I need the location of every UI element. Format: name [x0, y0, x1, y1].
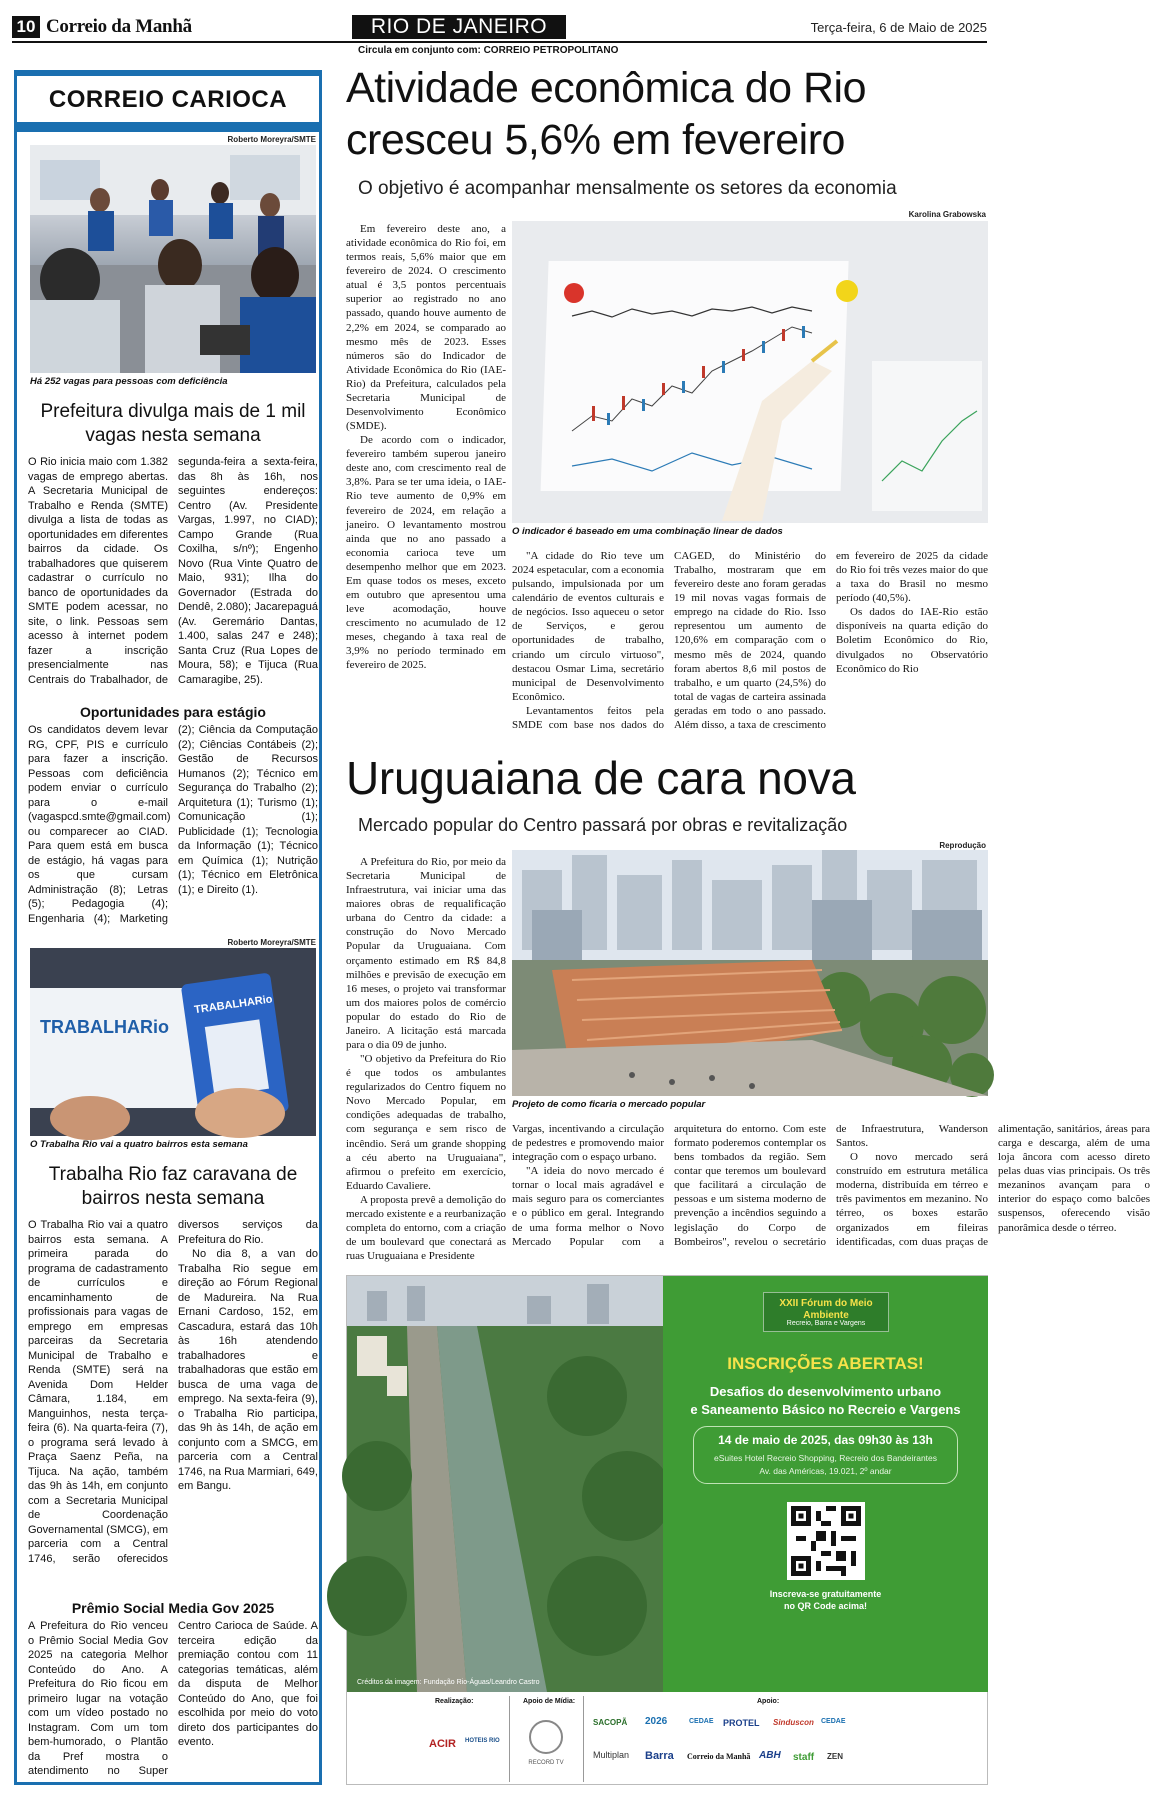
photo-credit: Roberto Moreyra/SMTE [227, 938, 316, 947]
article-paragraph: Vargas, incentivando a circulação de pedestres e promovendo maior integração com o espaço urbano. [512, 1123, 664, 1164]
story-body [28, 1619, 318, 1779]
section-label: RIO DE JANEIRO [352, 15, 566, 39]
article-paragraph: "A cidade do Rio teve um 2024 espetacular, com a economia pulsando, impulsionada por um calendário de eventos culturais e de negócios. Isso aqueceu o setor de Serviços, e gerou oportunidades de trabalho, criando um círculo virtuoso", destacou Osmar Lima, secretário municipal de Desenvolvimento Econômico. [512, 550, 664, 703]
sponsor-divider [583, 1696, 584, 1782]
sponsor-logo: staff [793, 1752, 815, 1763]
trabalha-rio-photo [30, 948, 316, 1136]
header-rule [12, 41, 987, 43]
qr-code[interactable] [787, 1502, 865, 1580]
ad-date: 14 de maio de 2025, das 09h30 às 13h [718, 1433, 933, 1447]
story-body [28, 1218, 318, 1590]
photo-caption: Projeto de como ficaria o mercado popular [512, 1099, 706, 1110]
photo-caption: O indicador é baseado em uma combinação linear de dados [512, 526, 783, 537]
ad-headline: INSCRIÇÕES ABERTAS! [727, 1354, 924, 1373]
article-body [346, 855, 506, 1263]
market-render-photo [512, 850, 988, 1096]
sponsor-logo: ABH [759, 1750, 781, 1761]
sponsor-logo: PROTEL [723, 1718, 760, 1728]
photo-credit: Reprodução [939, 841, 986, 850]
sponsor-logo: ZEN [827, 1752, 843, 1761]
sidebar-title: CORREIO CARIOCA [48, 86, 288, 113]
circulation-note: Circula em conjunto com: CORREIO PETROPOLITANO [358, 45, 619, 56]
ad-photo-credit: Créditos da imagem: Fundação Rio-Águas/Leandro Castro [357, 1679, 540, 1686]
story-headline: Prêmio Social Media Gov 2025 [71, 1600, 275, 1616]
event-logo-sub: Recreio, Barra e Vargens [786, 1320, 866, 1327]
story-paragraph: O Rio inicia maio com 1.382 vagas de emprego abertas. A Secretaria Municipal de Trabalho e Renda (SMTE) divulga a lista de todas as oportunidades em diferentes bairros da cidade. Os trabalhadores que quiserem cadastrar o currículo no banco de oportunidades da SMTE podem acessar, no site, o link. Pessoas sem acesso à internet podem fazer a inscrição presencialmente nas Centrais do Trabalhador, de segunda-feira a sexta-feira, das 8h às 16h, nos seguintes endereços: Centro (Av. Presidente Vargas, 1.997, no CIAD); Campo Grande (Rua Coxilha, s/nº); Engenho Novo (Rua Vinte Quatro de Maio, 931); Ilha do Governador (Estrada do Dendê, 2.080); Jacarepaguá (Av. Geremário Dantas, 1.400, salas 247 e 248); Santa Cruz (Rua Lopes de Moura, 58); e Tijuca (Rua Camaragibe, 25). [28, 456, 318, 686]
sponsor-logo: RECORD TV [528, 1760, 564, 1766]
article-paragraph: Os dados do IAE-Rio estão disponíveis na quarta edição do Boletim Econômico do Rio, divulgados no Observatório Econômico do Rio [836, 606, 988, 675]
article-headline: Atividade econômica do Rio cresceu 5,6% em fevereiro [346, 64, 867, 164]
article-body [346, 222, 506, 742]
sponsor-logo-icon [529, 1720, 563, 1754]
photo-credit: Karolina Grabowska [908, 210, 986, 219]
article-subhead: Mercado popular do Centro passará por obras e revitalização [358, 815, 848, 835]
masthead: Correio da Manhã [46, 16, 192, 37]
article-body-2 [512, 1122, 1150, 1262]
sponsor-logo: Multiplan [593, 1750, 630, 1760]
sponsor-logo: Correio da Manhã [687, 1752, 751, 1761]
ad-title-line1: Desafios do desenvolvimento urbano [709, 1384, 942, 1399]
photo-logo-text: TRABALHARio [40, 1017, 169, 1037]
article-paragraph: Levantamentos feitos pela SMDE com base nos dados do CAGED, do Ministério do Trabalho, mostraram que em fevereiro deste ano foram geradas 19 mil novas vagas formais de emprego na cidade do Rio. Isso representou um aumento de 120,6% em comparação com o mesmo mês de 2024, quando foram abertos 8,6 mil postos de trabalho, e um quarto (24,5%) do total de vagas de carteira assinada geradas em todo o ano passado. Além disso, a taxa de crescimento em fevereiro de 2025 da cidade do Rio foi três vezes maior do que a taxa do Brasil no mesmo período (40,5%). [512, 550, 988, 731]
sponsor-logo: HOTEIS RIO [465, 1738, 500, 1744]
ad-venue-2: Av. das Américas, 19.021, 2º andar [759, 1466, 892, 1476]
ad-title-line2: e Saneamento Básico no Recreio e Vargens [690, 1402, 961, 1417]
ad-photo [347, 1276, 663, 1692]
sponsor-label: Apoio de Mídia: [523, 1698, 576, 1705]
sponsor-divider [509, 1696, 510, 1782]
sidebar-top-bar [14, 70, 322, 76]
sponsor-logo: 2026 [645, 1716, 668, 1727]
economy-chart-photo [512, 221, 988, 523]
issue-date: Terça-feira, 6 de Maio de 2025 [810, 20, 987, 35]
sponsor-logo: CEDAE [689, 1718, 714, 1725]
advertisement[interactable] [346, 1275, 988, 1785]
story-subhead: Oportunidades para estágio [80, 704, 266, 720]
article-paragraph: "O objetivo da Prefeitura do Rio é que todos os ambulantes regularizados do Centro fiquem no Novo Mercado Popular, em condições adequadas de trabalho, com segurança e sem risco de incêndio. Será um grande shopping a céu aberto na Uruguaiana", afirmou o prefeito em exercício, Eduardo Cavaliere. [346, 1053, 506, 1192]
sponsor-label: Realização: [435, 1698, 474, 1705]
ad-venue-1: eSuites Hotel Recreio Shopping, Recreio dos Bandeirantes [713, 1453, 938, 1463]
story-paragraph: O Trabalha Rio vai a quatro bairros esta semana. A primeira parada do programa de cadastramento de currículos e encaminhamento de profissionais para vagas de emprego em empresas parceiras da Secretaria Municipal de Trabalho e Renda (SMTE) será na Avenida Dom Helder Câmara, 1.184, em Manguinhos, nesta terça-feira (6). Na quarta-feira (7), o programa será levado à Praça Saenz Peña, na Tijuca. Na ação, também das 9h às 14h, em conjunto com a Secretaria Municipal de Coordenação Governamental (SMCG), em parceria com a Central 1746, serão oferecidos diversos serviços da Prefeitura do Rio. [28, 1219, 318, 1565]
sponsor-logo: ACIR [429, 1738, 456, 1750]
ad-green-panel [663, 1276, 988, 1692]
sponsor-logo: CEDAE [821, 1718, 846, 1725]
photo-credit: Roberto Moreyra/SMTE [227, 135, 316, 144]
story-headline: Prefeitura divulga mais de 1 mil vagas nesta semana [40, 401, 306, 446]
sponsor-label: Apoio: [757, 1698, 780, 1705]
article-paragraph: De acordo com o indicador, fevereiro também superou janeiro deste ano, com crescimento real de 3,8%. Para se ter uma ideia, o IAE-Rio teve aumento de 0,9% em fevereiro de 2024, em relação a janeiro. O levantamento mostrou ainda que no ano passado a economia carioca teve um desempenho melhor que em 2023. Em quase todos os meses, exceto em outubro que apresentou uma leve acomodação, houve crescimento no acumulado de 12 meses, chegando à taxa real de 3,9% no período terminado em fevereiro de 2025. [346, 434, 506, 672]
sponsor-logo: Barra [645, 1750, 674, 1762]
story-headline: Trabalha Rio faz caravana de bairros nesta semana [48, 1164, 298, 1209]
photo-caption: Há 252 vagas para pessoas com deficiência [30, 376, 228, 387]
photo-caption: O Trabalha Rio vai a quatro bairros esta semana [30, 1139, 248, 1150]
article-body-2 [512, 549, 988, 735]
article-paragraph: Em fevereiro deste ano, a atividade econômica do Rio foi, em termos reais, 5,6% maior que em fevereiro de 2024. O crescimento atual é 3,5 pontos percentuais superior ao registrado no ano passado, quando houve aumento de 2,2% em 2024, se comparado ao mesmo mês de 2023. Esses números são do Indicador de Atividade Econômica do Rio (IAE-Rio) da Prefeitura, calculados pela Secretaria Municipal de Desenvolvimento Econômico (SMDE). [346, 223, 506, 433]
story-paragraph: No dia 8, a van do Trabalha Rio segue em direção ao Fórum Regional de Madureira. Na Rua Ernani Cardoso, 152, em Cascadura, estará das 10h às 16h atendendo trabalhadores e trabalhadoras que estão em busca de uma vaga de emprego. Na sexta-feira (9), o Trabalha Rio participa, das 9h às 14h, de ação em conjunto com a SMCG, em parceria com a Central 1746, na Rua Marmiari, 649, em Bangu. [178, 1248, 318, 1493]
article-paragraph: A proposta prevê a demolição do mercado existente e a reurbanização completa do entorno, com a criação de um boulevard que conectará as ruas Uruguaiana e Presidente [346, 1193, 506, 1263]
story-paragraph: Os candidatos devem levar RG, CPF, PIS e currículo para fazer a inscrição. Pessoas com deficiência podem enviar o currículo para o e-mail (vagaspcd.smte@gmail.com) ou comparecer ao CIAD. Para quem está em busca de estágio, há vagas para os que cursam Administração (8); Letras (5); Pedagogia (4); Engenharia (4); Marketing (2); Ciência da Computação (2); Ciências Contábeis (2); Gestão de Recursos Humanos (2); Técnico em Segurança do Trabalho (2); Arquitetura (1); Turismo (1); Comunicação (1); Publicidade (1); Tecnologia da Informação (1); Técnico em Química (1); Nutrição (1); Técnico em Eletrônica (1); e Direito (1). [28, 724, 318, 925]
job-fair-photo [30, 145, 316, 373]
qr-instruction-2: no QR Code acima! [783, 1601, 867, 1611]
story-body [28, 455, 318, 700]
event-logo-text: XXII Fórum do Meio Ambiente [779, 1298, 873, 1321]
sidebar-title-rule [14, 122, 322, 132]
article-headline: Uruguaiana de cara nova [346, 752, 856, 804]
card-logo-text: TRABALHARio [193, 993, 274, 1017]
page-number: 10 [12, 16, 40, 38]
story-paragraph: A Prefeitura do Rio venceu o Prêmio Social Media Gov 2025 na categoria Melhor Conteúdo do Ano. A Prefeitura do Rio ficou em primeiro lugar na votação com um vídeo postado no Instagram. Com um tom bem-humorado, o Plantão da Pref mostra o atendimento no Super Centro Carioca de Saúde. A terceira edição da premiação contou com 11 categorias temáticas, além da disputa de Melhor Conteúdo do Ano, que foi escolhida por meio do voto direto dos participantes do evento. [28, 1620, 318, 1778]
sponsor-logo: SACOPÃ [593, 1718, 628, 1727]
sponsor-logo: Sinduscon [773, 1718, 814, 1727]
article-subhead: O objetivo é acompanhar mensalmente os setores da economia [358, 178, 897, 199]
article-paragraph: O novo mercado será construído em estrutura metálica moderna, distribuída em térreo e três pavimentos em mezanino. No térreo, os boxes estarão organizados em fileiras identificadas, com duas praças de alimentação, sanitários, áreas para carga e descarga, além de uma loja âncora com acesso direto pelas duas vias principais. Os três mezaninos avançam para o interior do espaço como balcões suspensos, oferecendo visão panorâmica desde o térreo. [836, 1123, 1150, 1248]
qr-instruction-1: Inscreva-se gratuitamente [769, 1589, 882, 1599]
article-paragraph: "A ideia do novo mercado é tornar o local mais agradável e mais seguro para os comerciantes e o público em geral. Integrando de uma forma melhor o Novo Mercado Popular com a arquitetura do entorno. Com este formato poderemos contemplar os bens tombados da região. Sem contar que teremos um boulevard que facilitará a circulação de pessoas e um sistema moderno de prevenção a incêndios seguindo a legislação do Corpo de Bombeiros", revelou o secretário de Infraestrutura, Wanderson Santos. [512, 1123, 988, 1248]
story-body-2 [28, 723, 318, 928]
article-paragraph: A Prefeitura do Rio, por meio da Secretaria Municipal de Infraestrutura, vai iniciar uma das maiores obras de requalificação urbana do Centro da cidade: a construção do Novo Mercado Popular da Uruguaiana. Com orçamento estimado em R$ 84,8 milhões e previsão de execução em 16 meses, o projeto vai transformar um dos maiores polos de comércio popular do estado do Rio de Janeiro. A licitação está marcada para o dia 09 de junho. [346, 856, 506, 1052]
